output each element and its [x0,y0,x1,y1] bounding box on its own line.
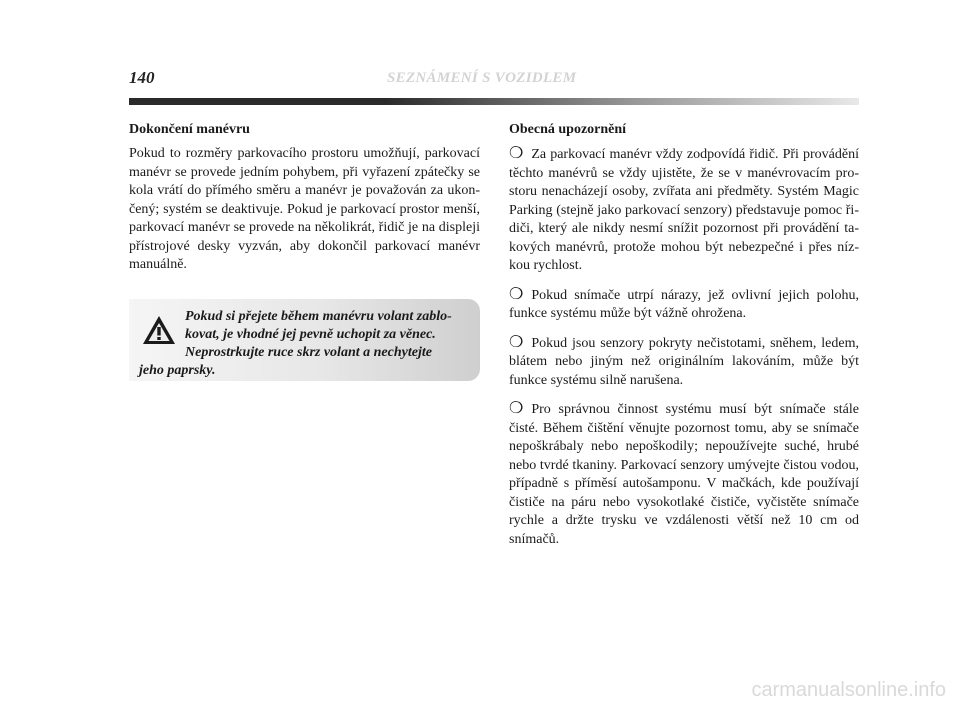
list-item [509,334,859,391]
bullet-icon: ❍ [509,400,524,417]
list-item [509,286,859,324]
list-item-text: Za parkovací manévr vždy zodpovídá řidič. Při provádění těchto manévrů se vždy ujistěte, že se v manévrovacím prostoru nenacházejí osoby, zvířata ani předměty. Systém Magic Parking (stejně jako parkovací senzory) představuje pomoc řidiči, který ale nikdy nesmí snížit pozornost při provádění takových manévrů, protože mohou být nebezpečné i přes nízkou rychlost. [509,147,859,273]
watermark: carmanualsonline.info [751,679,946,701]
list-item [509,145,859,276]
list-item [509,400,859,549]
left-column [129,122,480,285]
list-item-text: Pokud snímače utrpí nárazy, jež ovlivní jejich polohu, funkce systému může být vážně ohrožena. [509,287,859,321]
section-heading: Obecná upozornění [509,122,627,137]
bullet-icon: ❍ [509,333,524,351]
list-item-text: Pro správnou činnost systému musí být snímače stále čisté. Během čištění věnujte pozornost tomu, aby se snímače nepoškrábaly nebo nepoškodily; nepoužívejte suché, hrubé nebo tvrdé tkaniny. Parkovací senzory umývejte čistou vodou, případně s příměsí autošamponu. V mačkách, kde používají čističe na páru nebo vysokotlaké čističe, vyčistěte snímače rychle a držte trysku ve vzdálenosti větší než 10 cm od snímačů. [509,402,859,547]
bullet-icon: ❍ [509,285,524,303]
list-item-text: Pokud jsou senzory pokryty nečistotami, sněhem, ledem, blátem nebo jiným než originálním lakováním, může být funkce systému silně narušena. [509,335,859,388]
running-title: SEZNÁMENÍ S VOZIDLEM [387,70,577,86]
page-number: 140 [129,68,155,87]
bullet-icon: ❍ [509,145,524,162]
warning-text [139,308,469,380]
warning-line: Neprostrkujte ruce skrz volant a nechytejte [185,345,432,360]
body-paragraph: Pokud to rozměry parkovacího prostoru umožňují, parkovací manévr se provede jedním pohybem, při vyřazení zpátečky se kola vrátí do přímého směru a manévr je považován za ukončený; systém se deaktivuje. Pokud je parkovací prostor menší, parkovací manévr se provede na několikrát, řidič je na displeji přístrojové desky vyzván, aby dokončil parkovací manévr manuálně. [129,146,480,272]
warning-box [129,299,480,381]
warning-line: jeho paprsky. [139,363,216,378]
warning-line: Pokud si přejete během manévru volant zablo- [185,309,452,324]
right-column [509,122,859,559]
section-heading: Dokončení manévru [129,122,250,137]
header-rule [129,98,859,105]
warning-line: kovat, je vhodné jej pevně uchopit za věnec. [185,327,436,342]
